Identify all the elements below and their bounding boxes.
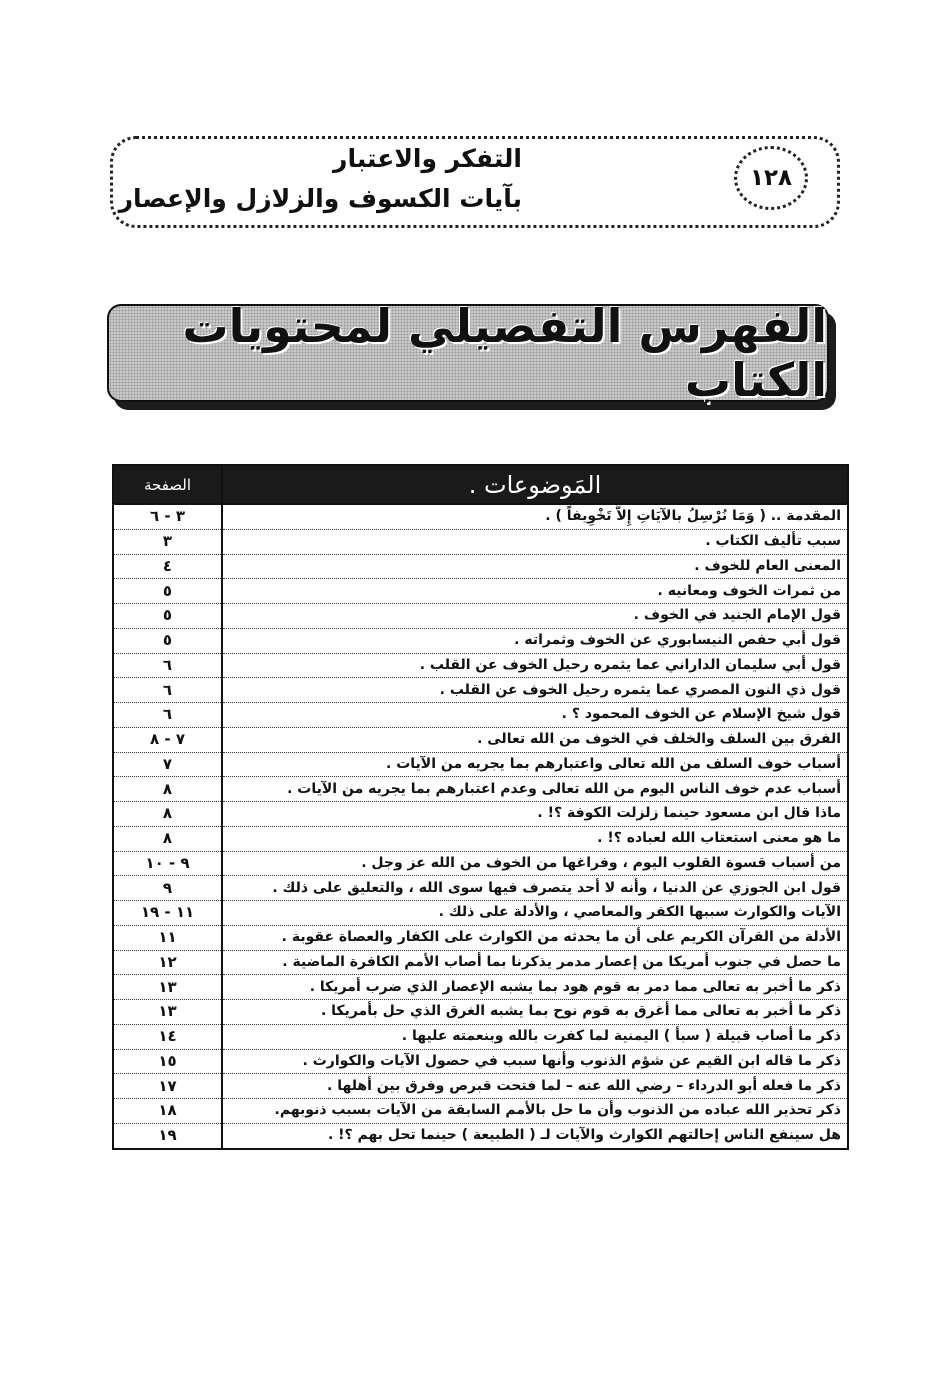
- topic-page: ١٨: [113, 1099, 222, 1124]
- topic-title: ما حصل في جنوب أمريكا من إعصار مدمر يذكرنا بما أصاب الأمم الكافرة الماضية .: [222, 950, 848, 975]
- topic-title: ماذا قال ابن مسعود حينما زلزلت الكوفة ؟! .: [222, 802, 848, 827]
- topic-page: ٩ - ١٠: [113, 851, 222, 876]
- topic-title: ذكر ما قاله ابن القيم عن شؤم الذنوب وأنها سبب في حصول الآيات والكوارث .: [222, 1049, 848, 1074]
- table-row: [113, 727, 848, 752]
- topic-title: ما هو معنى استعتاب الله لعباده ؟! .: [222, 826, 848, 851]
- topic-page: ١٧: [113, 1074, 222, 1099]
- table-row: [113, 529, 848, 554]
- topic-title: المعنى العام للخوف .: [222, 554, 848, 579]
- topic-page: ٥: [113, 628, 222, 653]
- topic-title: سبب تأليف الكتاب .: [222, 529, 848, 554]
- topic-title: ذكر ما فعله أبو الدرداء – رضي الله عنه – لما فتحت قبرص وفرق بين أهلها .: [222, 1074, 848, 1099]
- topic-page: ١٤: [113, 1024, 222, 1049]
- table-row: [113, 554, 848, 579]
- topic-page: ٦: [113, 678, 222, 703]
- table-row: [113, 1000, 848, 1025]
- topic-page: ١٩: [113, 1123, 222, 1148]
- topic-title: المقدمة .. ( وَمَا نُرْسِلُ بالآيَاتِ إِلاَّ تَخْوِيفاً ) .: [222, 504, 848, 529]
- topic-page: ٥: [113, 604, 222, 629]
- topic-title: أسباب خوف السلف من الله تعالى واعتبارهم بما يجريه من الآيات .: [222, 752, 848, 777]
- page-column-header: الصفحة: [113, 465, 222, 504]
- topic-title: قول ابن الجوزي عن الدنيا ، وأنه لا أحد يتصرف فيها سوى الله ، والتعليق على ذلك .: [222, 876, 848, 901]
- topic-page: ٤: [113, 554, 222, 579]
- topic-title: أسباب عدم خوف الناس اليوم من الله تعالى وعدم اعتبارهم بما يجريه من الآيات .: [222, 777, 848, 802]
- table-row: [113, 925, 848, 950]
- table-row: [113, 802, 848, 827]
- topic-title: ذكر تحذير الله عباده من الذنوب وأن ما حل بالأمم السابقة من الآيات بسبب ذنوبهم.: [222, 1099, 848, 1124]
- topics-column-header: المَوضوعات .: [222, 465, 848, 504]
- table-row: [113, 703, 848, 728]
- topic-title: من أسباب قسوة القلوب اليوم ، وفراغها من الخوف من الله عز وجل .: [222, 851, 848, 876]
- topic-page: ١٣: [113, 975, 222, 1000]
- topic-title: ذكر ما أخبر به تعالى مما دمر به قوم هود بما يشبه الإعصار الذي ضرب أمريكا .: [222, 975, 848, 1000]
- topic-page: ٦: [113, 653, 222, 678]
- table-row: [113, 777, 848, 802]
- topic-title: الآيات والكوارث سببها الكفر والمعاصي ، والأدلة على ذلك .: [222, 901, 848, 926]
- topic-page: ٩: [113, 876, 222, 901]
- table-row: [113, 579, 848, 604]
- topic-title: ذكر ما أصاب قبيلة ( سبأ ) اليمنية لما كفرت بالله وبنعمته عليها .: [222, 1024, 848, 1049]
- topic-title: قول أبي سليمان الداراني عما يثمره رحيل الخوف عن القلب .: [222, 653, 848, 678]
- topic-page: ٧ - ٨: [113, 727, 222, 752]
- table-row: [113, 504, 848, 529]
- topic-title: الفرق بين السلف والخلف في الخوف من الله تعالى .: [222, 727, 848, 752]
- topic-title: قول شيخ الإسلام عن الخوف المحمود ؟ .: [222, 703, 848, 728]
- page-number: [734, 146, 808, 210]
- table-row: [113, 826, 848, 851]
- table-header-row: [113, 465, 848, 504]
- topic-title: ذكر ما أخبر به تعالى مما أغرق به قوم نوح بما يشبه الغرق الذي حل بأمريكا .: [222, 1000, 848, 1025]
- topic-page: ٨: [113, 802, 222, 827]
- table-row: [113, 604, 848, 629]
- topic-page: ١٢: [113, 950, 222, 975]
- banner-title: الفهرس التفصيلي لمحتويات الكتاب: [182, 299, 827, 407]
- topic-title: قول الإمام الجنيد في الخوف .: [222, 604, 848, 629]
- table-row: [113, 876, 848, 901]
- page-number-text: ١٢٨: [749, 165, 793, 191]
- section-banner: [107, 299, 829, 407]
- table-row: [113, 901, 848, 926]
- table-row: [113, 851, 848, 876]
- table-row: [113, 752, 848, 777]
- table-row: [113, 1123, 848, 1148]
- topic-title: قول أبي حفص النيسابوري عن الخوف وثمراته .: [222, 628, 848, 653]
- table-row: [113, 628, 848, 653]
- table-row: [113, 1074, 848, 1099]
- book-title-line-2: بآيات الكسوف والزلازل والإعصار: [118, 184, 522, 213]
- topic-page: ٧: [113, 752, 222, 777]
- table-row: [113, 1024, 848, 1049]
- topic-title: الأدلة من القرآن الكريم على أن ما يحدثه من الكوارث على الكفار والعصاة عقوبة .: [222, 925, 848, 950]
- table-row: [113, 653, 848, 678]
- topic-page: ١٥: [113, 1049, 222, 1074]
- topic-page: ٣ - ٦: [113, 504, 222, 529]
- topic-page: ٥: [113, 579, 222, 604]
- book-title-line-1: التفكر والاعتبار: [333, 144, 522, 173]
- topic-page: ١٣: [113, 1000, 222, 1025]
- topic-page: ٨: [113, 826, 222, 851]
- contents-table: [112, 464, 849, 1150]
- topic-title: من ثمرات الخوف ومعانيه .: [222, 579, 848, 604]
- table-row: [113, 950, 848, 975]
- topic-page: ٦: [113, 703, 222, 728]
- contents-table-body: [113, 504, 848, 1149]
- table-row: [113, 678, 848, 703]
- topic-page: ١١: [113, 925, 222, 950]
- topic-page: ١١ - ١٩: [113, 901, 222, 926]
- topic-title: قول ذي النون المصري عما يثمره رحيل الخوف عن القلب .: [222, 678, 848, 703]
- table-row: [113, 1099, 848, 1124]
- topic-page: ٨: [113, 777, 222, 802]
- table-row: [113, 975, 848, 1000]
- table-row: [113, 1049, 848, 1074]
- topic-title: هل سينفع الناس إحالتهم الكوارث والآيات لـ ( الطبيعة ) حينما تحل بهم ؟! .: [222, 1123, 848, 1148]
- topic-page: ٣: [113, 529, 222, 554]
